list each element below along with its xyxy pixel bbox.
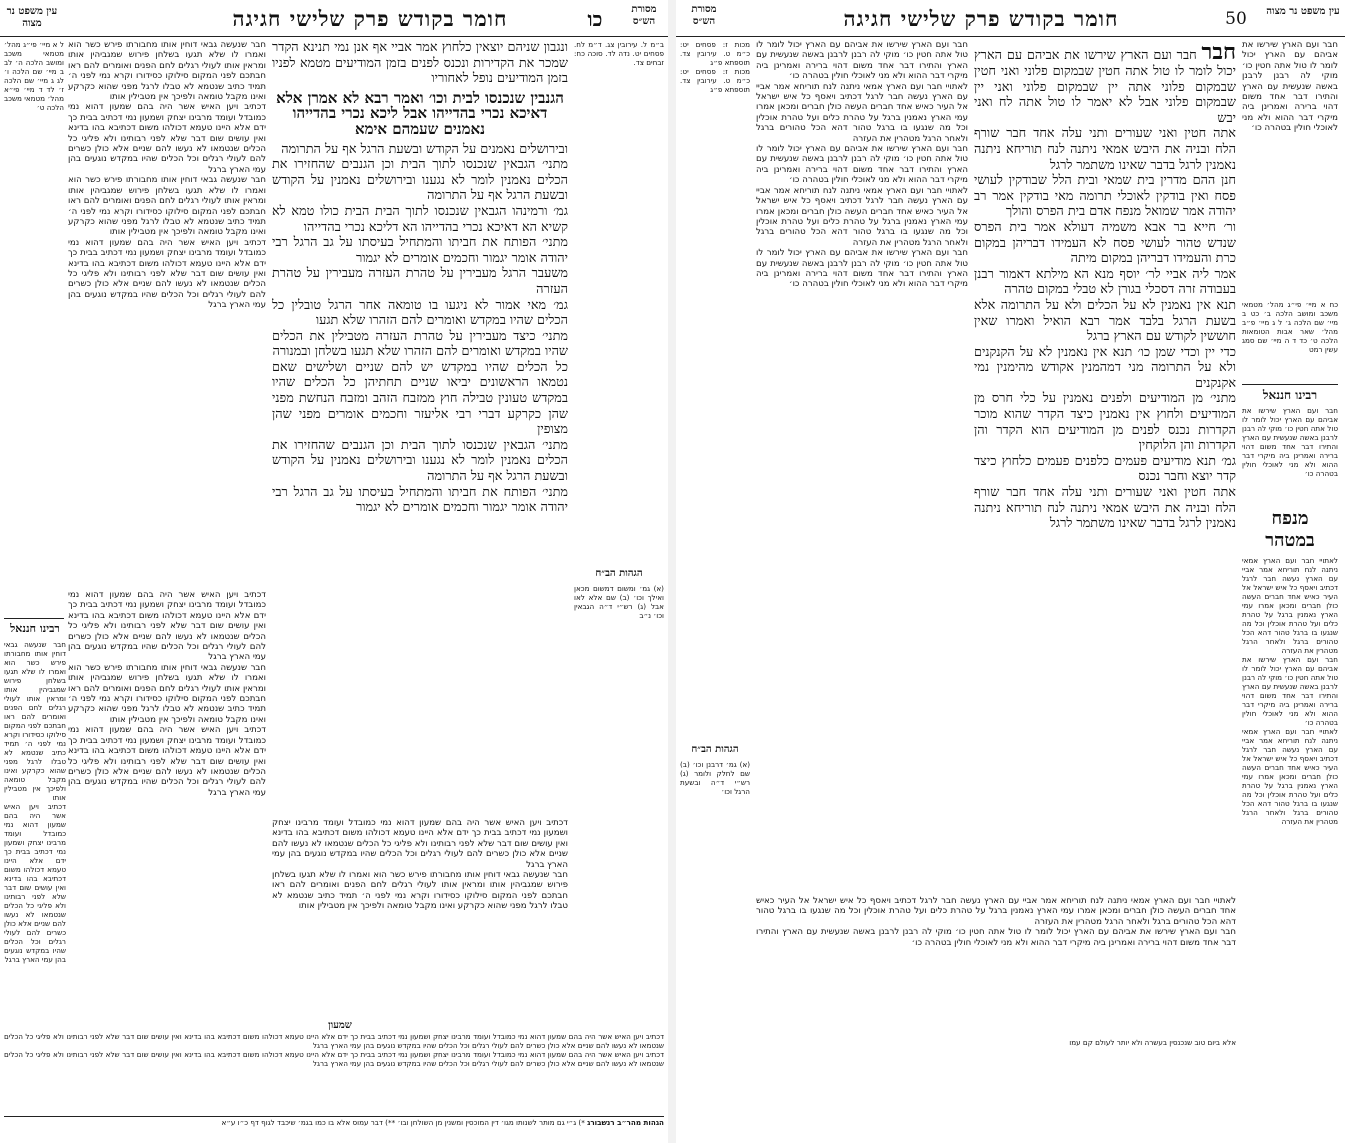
- left-page-notes-column: [574, 584, 664, 784]
- right-page-masoret-text-2: מכות ז: פסחים יט: כ״מ ט. עירובין צד. תוספתא פ״ג: [680, 67, 750, 94]
- left-page-folio-box: [565, 4, 625, 34]
- left-page-tosafot-column: [68, 40, 266, 580]
- left-page-ein-mishpat-label: עין משפט נר מצוה: [6, 6, 58, 29]
- right-page-tosafot-text: חבר ועם הארץ שירשו את אביהם עם הארץ יכול לומר לו טול אתה חטין כו׳ מוקי לה רבנן לרבנן באשה שנעשית עם הארץ והתירו דבר אחד משום דהוי ברירה ואמרינן ביה מיקרי דבר ההוא ולא מני לאוכלי חולין בטהרה כו׳: [756, 40, 968, 82]
- right-page-rashi-column: [1242, 40, 1338, 340]
- right-page-rashi-text: חבר ועם הארץ שירשו את אביהם עם הארץ יכול לומר לו טול אתה חטין כו׳ מוקי לה רבנן לרבנן באשה שנעשית עם הארץ והתירו דבר אחד משום דהוי ברירה ואמרינן ביה מיקרי דבר ההוא ולא מני לאוכלי חולין בטהרה כו׳: [1242, 40, 1338, 134]
- left-page-rch-column: [4, 640, 66, 1020]
- right-page-tosafot-text-4: לאתויי חבר ועם הארץ אמאי ניתנה לנח תוריחא אמר אביי עם הארץ נעשה חבר לרגל דכתיב ויאסף כל איש ישראל אל העיר כאיש אחד חברים העשה כולן חברים ומכאן אמרו עמי הארץ נאמנין ברגל על טהרת כלים ועל טהרת אוכלין וכל מה שנגעו בו ברגל טהור דהא הכל טהורים ברגל ולאחר הרגל מטהרין את העזרה: [756, 185, 968, 248]
- right-rch-rule: [1242, 384, 1338, 385]
- right-page-masoret-column: [680, 40, 750, 740]
- right-page-talmud-line-1: חבר ועם הארץ שירשו את אביהם עם הארץ יכול לומר לו טול אתה חטין שבמקום פלוני ואני חטין שבמקום פלוני אתה יין שבמקום פלוני ואני יין שבמקום פלוני אבל לא יאמר לו טול אתה לח ואני יבש: [974, 48, 1236, 126]
- left-page-talmud-line-10: כל הכלים שהיו במקדש יש להם שניים ושלישים שאם נטמאו הראשונים יביאו שניים תחתיהן כל הכלים שהיו במקדש טעונין טבילה חוץ ממזבח הזהב ומזבח הנחשת מפני שהן כקרקע דברי רבי אליעזר וחכמים אומרים מפני שהן מצופין: [272, 359, 568, 438]
- right-page-rch-column-2: [1242, 556, 1338, 1040]
- right-page-rch-text-2: לאתויי חבר ועם הארץ אמאי ניתנה לנח תוריחא אמר אביי עם הארץ נעשה חבר לרגל דכתיב ויאסף כל איש ישראל אל העיר כאיש אחד חברים העשה כולן חברים ומכאן אמרו עמי הארץ נאמנין ברגל על טהרת כלים ועל טהרת אוכלין וכל מה שנגעו בו ברגל טהור דהא הכל טהורים ברגל ולאחר הרגל מטהרין את העזרה: [1242, 556, 1338, 655]
- left-page-tosafot-text-2: דכתיב ויען האיש אשר היה בהם שמעון דהוא נמי כמובדל ועומד מרבינו יצחק ושמעון נמי דכתיב בבית כך ידם אלא היינו טעמא דכולהו משום דכתיבא בהו בדינא ואין עושים שום דבר שלא לפני רבותינו ולא פליגי כל הכלים שנטמאו לא נעשו להם שניים אלא כולן כשרים להם לעולי רגלים וכל הכלים שהיו במקדש נוגעים בהן עמי הארץ ברגל: [68, 102, 266, 175]
- right-page-tosafot-text-2: לאתויי חבר ועם הארץ אמאי ניתנה לנח תוריחא אמר אביי עם הארץ נעשה חבר לרגל דכתיב ויאסף כל איש ישראל אל העיר כאיש אחד חברים העשה כולן חברים ומכאן אמרו עמי הארץ נאמנין ברגל על טהרת כלים ועל טהרת אוכלין וכל מה שנגעו בו ברגל טהור דהא הכל טהורים ברגל ולאחר הרגל מטהרין את העזרה: [756, 81, 968, 144]
- left-page-rashi-lower-text-2: חבר שנעשה גבאי דוחין אותו מחבורתו פירש כשר הוא ואמרו לו שלא תגעו בשלחן פירוש שמגביהין אותו ומראין אותו לעולי רגלים לחם הפנים ואומרים להם ראו חבתכם לפני המקום סילוקו כסידורו וקרא נמי לפני ה׳ תמיד כתיב שנטמא לא טבלו לרגל מפני שהוא כקרקע ואינו מקבל טומאה ולפיכך אין מטבילין אותו: [68, 662, 266, 725]
- left-page-rashi-lower-column: [68, 590, 266, 1020]
- left-page-bottom-text-2: דכתיב ויען האיש אשר היה בהם שמעון דהוא נמי כמובדל ועומד מרבינו יצחק ושמעון נמי דכתיב בבית כך ידם אלא היינו טעמא דכולהו משום דכתיבא בהו בדינא ואין עושים שום דבר שלא לפני רבותינו ולא פליגי כל הכלים שנטמאו לא נעשו להם שניים אלא כולן כשרים להם לעולי רגלים וכל הכלים שהיו במקדש נוגעים בהן עמי הארץ ברגל: [4, 1050, 664, 1068]
- right-page-footer-note: אלא ביום טוב שנכנסין בעשרה ולא יותר לעולם קם עמו: [1069, 1038, 1236, 1047]
- right-page-talmud-line-6: תנא אין נאמנין לא על הכלים ולא על התרומה אלא בשעת הרגל בלבד אמר רבא הואיל ואמרו שאין חוששין לקודש עם הארץ ברגל: [974, 297, 1236, 345]
- right-page-ein-mishpat-column: [1242, 300, 1338, 380]
- right-page-footer-note-row: [756, 1038, 1236, 1052]
- left-page-rch-text: חבר שנעשה גבאי דוחין אותו מחבורתו פירש כשר הוא ואמרו לו שלא תגעו בשלחן פירוש שמגביהין אותו ומראין אותו לעולי רגלים לחם הפנים ואומרים להם ראו חבתכם לפני המקום סילוקו כסידורו וקרא נמי לפני ה׳ תמיד כתיב שנטמא לא טבלו לרגל מפני שהוא כקרקע ואינו מקבל טומאה ולפיכך אין מטבילין אותו: [4, 640, 66, 802]
- left-page-talmud-line-4: מתני׳ הגבאין שנכנסו לתוך הבית וכן הגנבים שהחזירו את הכלים נאמנין לומר לא נגענו ובירושלים נאמנין על הקודש ובשעת הרגל אף על התרומה: [272, 157, 568, 204]
- left-page-rch-heading: רבינו חננאל: [10, 622, 60, 635]
- left-page-folio: כו: [587, 6, 603, 31]
- right-page-ein-mishpat-label: עין משפט נר מצוה: [1266, 6, 1340, 17]
- left-page-bottom-text: דכתיב ויען האיש אשר היה בהם שמעון דהוא נמי כמובדל ועומד מרבינו יצחק ושמעון נמי דכתיב בבית כך ידם אלא היינו טעמא דכולהו משום דכתיבא בהו בדינא ואין עושים שום דבר שלא לפני רבותינו ולא פליגי כל הכלים שנטמאו לא נעשו להם שניים אלא כולן כשרים להם לעולי רגלים וכל הכלים שהיו במקדש נוגעים בהן עמי הארץ ברגל: [4, 1032, 664, 1050]
- left-page-ein-mishpat-column: [4, 40, 64, 450]
- right-page-notes-column: [680, 760, 750, 880]
- left-page-masoret-label: מסורת הש״ס: [631, 4, 657, 27]
- left-page-talmud-line-3: ובירושלים נאמנים על הקודש ובשעת הרגל אף על התרומה: [281, 141, 568, 157]
- right-page-talmud-line-2: אתה חטין ואני שעורים ותני עלה אחד חבר שורף הלח ובניה את היבש אמאי ניתנה לנח תוריחא ניתנה נאמנין לרגל בדבר שאינו משתמר לרגל: [974, 126, 1236, 173]
- right-page-catchword-1-text: מנפח: [1271, 508, 1309, 529]
- right-page-talmud-line-3: חנן ההם מדרין בית שמאי ובית הלל שבודקין לעושי פסח ואין בודקין לאוכלי תרומה מאי בודקין אמר רב יהודה אמר שמואל מנפח אדם בית הפרס והולך: [974, 173, 1236, 220]
- right-page-talmud-line-5: אמר ליה אביי לר׳ יוסף מנא הא מילתא דאמור רבנן בעבודה זרה דסכלי בגורן לא טבלי במקום טהרה: [974, 266, 1236, 298]
- right-page-catchword-1: [1242, 508, 1338, 529]
- right-page-folio-box: [1216, 4, 1256, 34]
- left-page-rashi-lower-text: דכתיב ויען האיש אשר היה בהם שמעון דהוא נמי כמובדל ועומד מרבינו יצחק ושמעון נמי דכתיב בבית כך ידם אלא היינו טעמא דכולהו משום דכתיבא בהו בדינא ואין עושים שום דבר שלא לפני רבותינו ולא פליגי כל הכלים שנטמאו לא נעשו להם שניים אלא כולן כשרים להם לעולי רגלים וכל הכלים שהיו במקדש נוגעים בהן עמי הארץ ברגל: [68, 590, 266, 663]
- left-page-tosafot-text-3: חבר שנעשה גבאי דוחין אותו מחבורתו פירש כשר הוא ואמרו לו שלא תגעו בשלחן פירוש שמגביהין אותו ומראין אותו לעולי רגלים לחם הפנים ואומרים להם ראו חבתכם לפני המקום סילוקו כסידורו וקרא נמי לפני ה׳ תמיד כתיב שנטמא לא טבלו לרגל מפני שהוא כקרקע ואינו מקבל טומאה ולפיכך אין מטבילין אותו: [68, 175, 266, 238]
- left-page-footnote-heading: הגהות מהר״ב רנשבורג: [587, 1118, 664, 1127]
- right-page-notes-heading: הגהות הב״ח: [691, 744, 739, 755]
- right-page-rch-heading: רבינו חננאל: [1262, 388, 1318, 402]
- left-page-rashi-bottom-text: דכתיב ויען האיש אשר היה בהם שמעון דהוא נמי כמובדל ועומד מרבינו יצחק ושמעון נמי דכתיב בבית כך ידם אלא היינו טעמא דכולהו משום דכתיבא בהו בדינא ואין עושים שום דבר שלא לפני רבותינו ולא פליגי כל הכלים שנטמאו לא נעשו להם שניים אלא כולן כשרים להם לעולי רגלים וכל הכלים שהיו במקדש נוגעים בהן עמי הארץ ברגל: [272, 818, 568, 870]
- left-page-talmud-line-1: ונגבון שניהם יוצאין כלחוץ אמר אביי אף אנן נמי תנינא הקדר שמכר את הקדירות ונכנס לפנים בזמן המודיעים מטמא לפניו בזמן המודיעים נופל לאחוריו: [272, 40, 568, 87]
- right-page-folio: 50: [1225, 9, 1247, 29]
- left-page-talmud-line-8: גמ׳ מאי אמור לא ניגעו בו טומאה אחר הרגל טובלין כל הכלים שהיו במקדש ואומרים להם הזהרו שלא תגעו: [272, 297, 568, 329]
- right-page-lower-text-2: חבר ועם הארץ שירשו את אביהם עם הארץ יכול לומר לו טול אתה חטין כו׳ מוקי לה רבנן לרבנן באשה שנעשית עם הארץ והתירו דבר אחד משום דהוי ברירה ואמרינן ביה מיקרי דבר ההוא ולא מני לאוכלי חולין בטהרה כו׳: [756, 927, 1236, 948]
- right-page-header-title: חומר בקודש פרק שלישי חגיגה: [843, 6, 1119, 31]
- left-page-talmud-column: [272, 40, 568, 810]
- left-page-talmud-line-5: גמ׳ ורמינהו הגבאין שנכנסו לתוך הבית הבית כולו טמא לא קשיא הא דאיכא נכרי בהדייהו הא דליכא נכרי בהדייהו: [272, 203, 568, 235]
- right-page-masoret-label: מסורת הש״ס: [691, 4, 717, 27]
- left-page-tosafot-text-4: דכתיב ויען האיש אשר היה בהם שמעון דהוא נמי כמובדל ועומד מרבינו יצחק ושמעון נמי דכתיב בבית כך ידם אלא היינו טעמא דכולהו משום דכתיבא בהו בדינא ואין עושים שום דבר שלא לפני רבותינו ולא פליגי כל הכלים שנטמאו לא נעשו להם שניים אלא כולן כשרים להם לעולי רגלים וכל הכלים שהיו במקדש נוגעים בהן עמי הארץ ברגל: [68, 237, 266, 311]
- right-page-tosafot-column: [756, 40, 968, 890]
- right-page-lower-text: לאתויי חבר ועם הארץ אמאי ניתנה לנח תוריחא אמר אביי עם הארץ נעשה חבר לרגל דכתיב ויאסף כל איש ישראל אל העיר כאיש אחד חברים העשה כולן חברים ומכאן אמרו עמי הארץ נאמנין ברגל על טהרת כלים ועל טהרת אוכלין וכל מה שנגעו בו ברגל טהור דהא הכל טהורים ברגל ולאחר הרגל מטהרין את העזרה: [756, 896, 1236, 927]
- right-page-talmud-line-8: מתני׳ מן המודיעים ולפנים נאמנין על כלי חרס מן המודיעים ולחוץ אין נאמנין כיצד הקדר שהוא מוכר הקדרות נכנס לפנים מן המודיעים הוא הקדר והן הקדרות והן הלוקחין: [974, 391, 1236, 454]
- right-page-talmud-line-7: כדי יין וכדי שמן כו׳ תנא אין נאמנין לא על הקנקנים ולא על התרומה מני דמהמנין אקודש מהימנין נמי אקנקנים: [974, 344, 1236, 391]
- right-page-rch-text-1: חבר ועם הארץ שירשו את אביהם עם הארץ יכול לומר לו טול אתה חטין כו׳ מוקי לה רבנן לרבנן באשה שנעשית עם הארץ והתירו דבר אחד משום דהוי ברירה ואמרינן ביה מיקרי דבר ההוא ולא מני לאוכלי חולין בטהרה כו׳: [1242, 406, 1338, 478]
- right-page-notes-text: (א) גמ׳ דרבנן וכו׳ (ב) שם לחלק ולומר (ג) רש״י ד״ה ובשעת הרגל וכו׳: [680, 760, 750, 796]
- left-page-bottom-text-block: [4, 1032, 664, 1114]
- left-page-talmud-line-11: מתני׳ הגבאין שנכנסו לתוך הבית וכן הגנבים שהחזירו את הכלים נאמנין לומר לא נגענו ובירושלים נאמנין על הקודש ובשעת הרגל אף על התרומה: [272, 437, 568, 485]
- left-page-talmud-line-7: משעבר הרגל מעבירין על טהרת העזרה מעבירין על טהרת העזרה: [272, 266, 568, 297]
- left-page-masoret-text: ב״מ ל. עירובין צג. ד״מ לח. פסחים יט. נדה לד. סוכה כח: זבחים צד.: [574, 40, 664, 67]
- right-page-talmud-column: [974, 40, 1236, 890]
- left-page-talmud-line-12: מתני׳ הפותח את חביתו והמתחיל בעיסתו על גב הרגל רבי יהודה אומר יגמור וחכמים אומרים לא יגמור: [272, 484, 568, 516]
- page-gutter: [668, 0, 676, 1143]
- right-header-rule: [676, 36, 1345, 37]
- left-page-rashi-lower-text-3: דכתיב ויען האיש אשר היה בהם שמעון דהוא נמי כמובדל ועומד מרבינו יצחק ושמעון נמי דכתיב בבית כך ידם אלא היינו טעמא דכולהו משום דכתיבא בהו בדינא ואין עושים שום דבר שלא לפני רבותינו ולא פליגי כל הכלים שנטמאו לא נעשו להם שניים אלא כולן כשרים להם לעולי רגלים וכל הכלים שהיו במקדש נוגעים בהן עמי הארץ ברגל: [68, 725, 266, 798]
- left-page-section-head: הגנבין שנכנסו לבית וכו׳ ואמר רבא לא אמרן אלא דאיכא נכרי בהדייהו אבל ליכא נכרי בהדייהו נאמנים שעמהם אימא: [276, 88, 564, 138]
- left-page-rashi-bottom-text-2: חבר שנעשה גבאי דוחין אותו מחבורתו פירש כשר הוא ואמרו לו שלא תגעו בשלחן פירוש שמגביהין אותו ומראין אותו לעולי רגלים לחם הפנים ואומרים להם ראו חבתכם לפני המקום סילוקו כסידורו וקרא נמי לפני ה׳ תמיד כתיב שנטמא לא טבלו לרגל מפני שהוא כקרקע ואינו מקבל טומאה ולפיכך אין מטבילין אותו: [272, 870, 568, 912]
- left-page-rashi-bottom-column: [272, 818, 568, 1018]
- left-page-talmud-line-9: מתני׳ כיצד מעבירין על טהרת העזרה מטבילין את הכלים שהיו במקדש ואומרים להם הזהרו שלא תגעו בשלחן ובמנורה: [272, 328, 568, 360]
- right-page-catchword-2: [1242, 530, 1338, 551]
- left-page-footnote-block: [4, 1118, 664, 1142]
- right-page-ein-mishpat-text: כח א מיי׳ פי״ג מהל׳ מטמאי משכב ומושב הלכה ב׳ כט ב מיי׳ שם הלכה ג׳ ל ג מיי׳ פ״ב מהל׳ שאר אבות הטומאות הלכה ט׳ כד ד ה מיי׳ שם סמג עשין רמט: [1242, 300, 1338, 354]
- right-page-masoret-text: מכות ז: פסחים יט: כ״מ ט. עירובין צד. תוספתא פ״ג: [680, 40, 750, 67]
- right-page-tosafot-text-3: חבר ועם הארץ שירשו את אביהם עם הארץ יכול לומר לו טול אתה חטין כו׳ מוקי לה רבנן לרבנן באשה שנעשית עם הארץ והתירו דבר אחד משום דהוי ברירה ואמרינן ביה מיקרי דבר ההוא ולא מני לאוכלי חולין בטהרה כו׳: [756, 144, 968, 186]
- right-page-talmud-line-10: אתה חטין ואני שעורים ותני עלה אחד חבר שורף הלח ובניה את היבש אמאי ניתנה לנח תוריחא ניתנה נאמנין לרגל בדבר שאינו משתמר לרגל: [974, 485, 1236, 532]
- left-page: [0, 0, 668, 1143]
- right-page-talmud-line-9: גמ׳ תנא מודיעים פעמים כלפנים פעמים כלחוץ כיצד קדר יוצא וחבר נכנס: [974, 453, 1236, 485]
- left-page-talmud-line-6: מתני׳ הפותח את חביתו והמתחיל בעיסתו על גב הרגל רבי יהודה אומר יגמור וחכמים אומרים לא יגמור: [272, 235, 568, 266]
- right-page-rch-text-4: לאתויי חבר ועם הארץ אמאי ניתנה לנח תוריחא אמר אביי עם הארץ נעשה חבר לרגל דכתיב ויאסף כל איש ישראל אל העיר כאיש אחד חברים העשה כולן חברים ומכאן אמרו עמי הארץ נאמנין ברגל על טהרת כלים ועל טהרת אוכלין וכל מה שנגעו בו ברגל טהור דהא הכל טהורים ברגל ולאחר הרגל מטהרין את העזרה: [1242, 727, 1338, 826]
- right-page-talmud-line-4: ור׳ חייא בר אבא משמיה דעולא אמר בית הפרס שנדש טהור לעושי פסח לא העמידו דבריהן במקום כרת והעמידו דבריהן במקום מיתה: [974, 219, 1236, 267]
- left-page-header: [190, 4, 550, 34]
- left-page-notes-heading: הגהות הב״ח: [595, 568, 643, 579]
- left-footnote-rule: [4, 1116, 664, 1117]
- right-page-rch-text-3: חבר ועם הארץ שירשו את אביהם עם הארץ יכול לומר לו טול אתה חטין כו׳ מוקי לה רבנן לרבנן באשה שנעשית עם הארץ והתירו דבר אחד משום דהוי ברירה ואמרינן ביה מיקרי דבר ההוא ולא מני לאוכלי חולין בטהרה כו׳: [1242, 655, 1338, 727]
- right-page: [676, 0, 1345, 1143]
- right-page-lower-commentary: [756, 896, 1236, 1036]
- left-page-header-title: חומר בקודש פרק שלישי חגיגה: [232, 6, 508, 31]
- left-page-rch-text-2: דכתיב ויען האיש אשר היה בהם שמעון דהוא נמי כמובדל ועומד מרבינו יצחק ושמעון נמי דכתיב בבית כך ידם אלא היינו טעמא דכולהו משום דכתיבא בהו בדינא ואין עושים שום דבר שלא לפני רבותינו ולא פליגי כל הכלים שנטמאו לא נעשו להם שניים אלא כולן כשרים להם לעולי רגלים וכל הכלים שהיו במקדש נוגעים בהן עמי הארץ ברגל: [4, 802, 66, 964]
- left-page-ein-mishpat-text: ל א מיי׳ פי״ג מהל׳ מטמאי משכב ומושב הלכה ה׳ לב ב מיי׳ שם הלכה ו׳ לג ג מיי׳ שם הלכה ז׳ לד ד מיי׳ פי״א מהל׳ מטמאי משכב הלכה ט׳: [4, 40, 64, 112]
- left-page-tosafot-text: חבר שנעשה גבאי דוחין אותו מחבורתו פירש כשר הוא ואמרו לו שלא תגעו בשלחן פירוש שמגביהין אותו ומראין אותו לעולי רגלים לחם הפנים ואומרים להם ראו חבתכם לפני המקום סילוקו כסידורו וקרא נמי לפני ה׳ תמיד כתיב שנטמא לא טבלו לרגל מפני שהוא כקרקע ואינו מקבל טומאה ולפיכך אין מטבילין אותו: [68, 40, 266, 103]
- left-page-bottom-heading: שמעון: [328, 1020, 352, 1031]
- left-rch-rule: [4, 618, 64, 619]
- left-page-masoret-column: [574, 40, 664, 560]
- right-page-catchword-2-text: במטהר: [1265, 530, 1315, 551]
- right-page-rch-column-1: [1242, 406, 1338, 506]
- left-page-footnote-text: *) ג״י גם מותר לשנותו מגו׳ דין המוכסין ומשנין מן השולחן ובו׳ **) דבר עמוס אלא בו כמו בגמ׳ שיכבד לגוף דף כ״ו ע״א: [221, 1118, 585, 1127]
- left-page-notes-text: (א) גמ׳ ומשום דמשום מכאן ואילך וכו׳ (ב) שם אלא לאו אבל (ג) רש״י ד״ה הגבאין וכו׳ נ״ב: [574, 584, 664, 620]
- right-page-tosafot-text-5: חבר ועם הארץ שירשו את אביהם עם הארץ יכול לומר לו טול אתה חטין כו׳ מוקי לה רבנן לרבנן באשה שנעשית עם הארץ והתירו דבר אחד משום דהוי ברירה ואמרינן ביה מיקרי דבר ההוא ולא מני לאוכלי חולין בטהרה כו׳: [756, 248, 968, 290]
- left-header-rule: [0, 36, 668, 37]
- right-page-opening-word: חבר: [1201, 40, 1236, 65]
- right-page-header: [766, 4, 1196, 34]
